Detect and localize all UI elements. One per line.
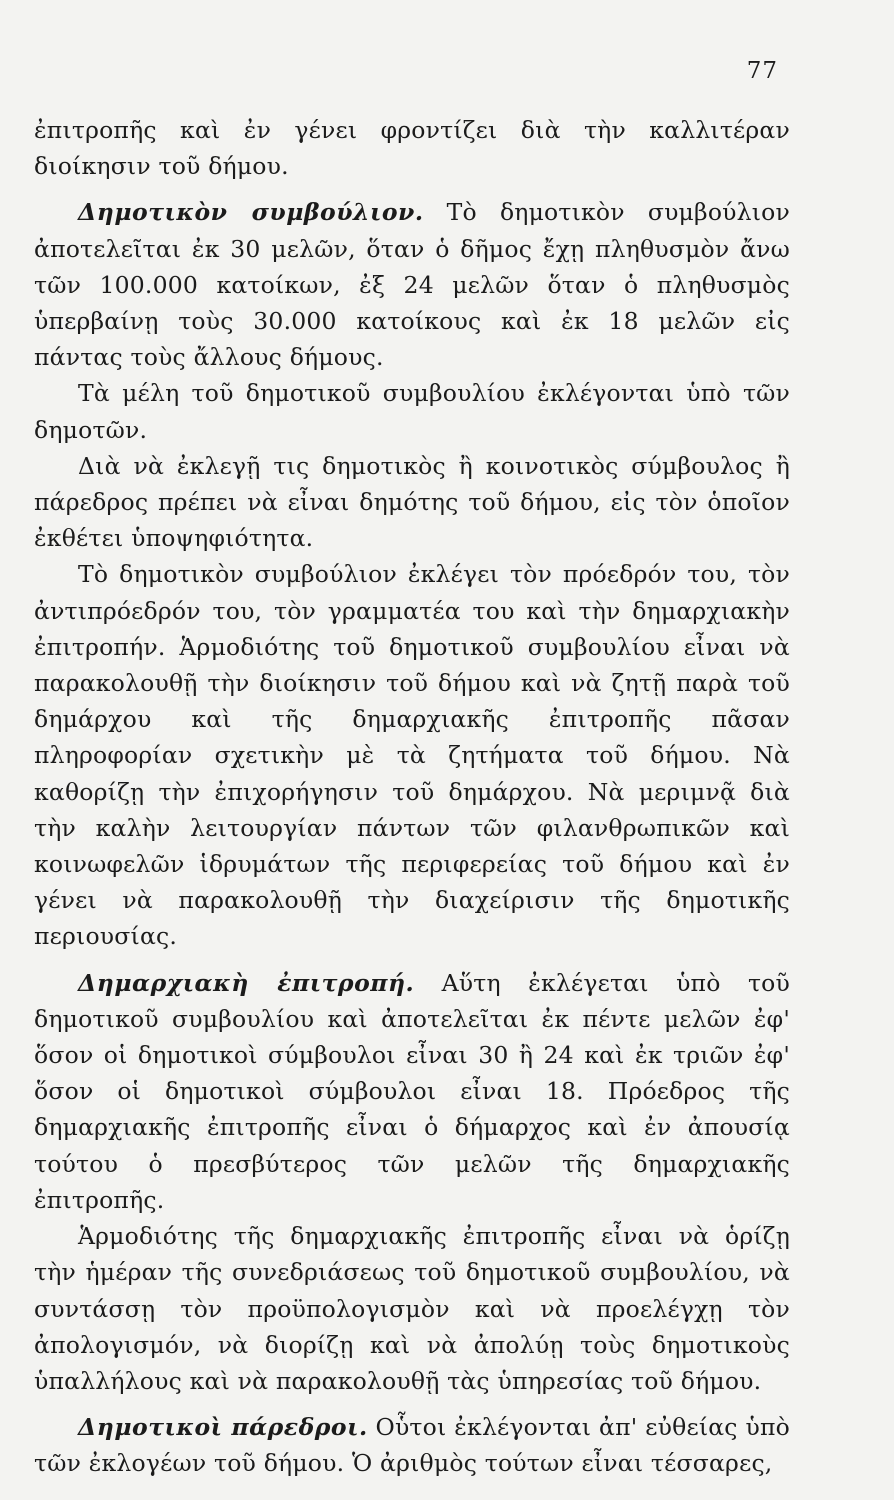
paragraph-text: Διὰ νὰ ἐκλεγῇ τις δημοτικὸς ἢ κοινοτικὸς σύμβουλος ἢ πάρεδρος πρέπει νὰ εἶναι δημότης τοῦ δήμου, εἰς τὸν ὁποῖον ἐκθέτει ὑποψηφιότητα. — [34, 451, 790, 553]
paragraph-eligibility — [34, 448, 790, 557]
paragraph-text: Οὗτοι ἐκλέγονται ἀπ' εὐθείας ὑπὸ τῶν ἐκλογέων τοῦ δήμου. Ὁ ἀριθμὸς τούτων εἶναι τέσσαρες, — [34, 1413, 790, 1478]
page-body — [34, 112, 790, 1482]
paragraph-text: ἐπιτροπῆς καὶ ἐν γένει φροντίζει διὰ τὴν καλλιτέραν διοίκησιν τοῦ δήμου. — [34, 116, 790, 181]
paragraph-text: Τὰ μέλη τοῦ δημοτικοῦ συμβουλίου ἐκλέγονται ὑπὸ τῶν δημοτῶν. — [34, 379, 790, 444]
section-heading-municipal-assessors: Δημοτικοὶ πάρεδροι. — [78, 1413, 368, 1442]
section-heading-mayoral-committee: Δημαρχιακὴ ἐπιτροπή. — [78, 968, 415, 997]
paragraph-municipal-council — [34, 194, 790, 375]
paragraph-text: Αὕτη ἐκλέγεται ὑπὸ τοῦ δημοτικοῦ συμβουλίου καὶ ἀποτελεῖται ἐκ πέντε μελῶν ἐφ' ὅσον οἱ δημοτικοὶ σύμβουλοι εἶναι 30 ἢ 24 καὶ ἐκ τριῶν ἐφ' ὅσον οἱ δημοτικοὶ σύμβουλοι εἶναι 18. Πρόεδρος τῆς δημαρχιακῆς ἐπιτροπῆς εἶναι ὁ δήμαρχος καὶ ἐν ἀπουσίᾳ τούτου ὁ πρεσβύτερος τῶν μελῶν τῆς δημαρχιακῆς ἐπιτροπῆς. — [34, 968, 791, 1214]
paragraph-text: Τὸ δημοτικὸν συμβούλιον ἀποτελεῖται ἐκ 30 μελῶν, ὅταν ὁ δῆμος ἔχῃ πληθυσμὸν ἄνω τῶν 100.000 κατοίκων, ἐξ 24 μελῶν ὅταν ὁ πληθυσμὸς ὑπερβαίνῃ τοὺς 30.000 κατοίκους καὶ ἐκ 18 μελῶν εἰς πάντας τοὺς ἄλλους δήμους. — [34, 198, 790, 372]
paragraph-text: Τὸ δημοτικὸν συμβούλιον ἐκλέγει τὸν πρόεδρόν του, τὸν ἀντιπρόεδρόν του, τὸν γραμματέα του καὶ τὴν δημαρχιακὴν ἐπιτροπήν. Ἁρμοδιότης τοῦ δημοτικοῦ συμβουλίου εἶναι νὰ παρακολουθῇ τὴν διοίκησιν τοῦ δήμου καὶ νὰ ζητῇ παρὰ τοῦ δημάρχου καὶ τῆς δημαρχιακῆς ἐπιτροπῆς πᾶσαν πληροφορίαν σχετικὴν μὲ τὰ ζητήματα τοῦ δήμου. Νὰ καθορίζῃ τὴν ἐπιχορήγησιν τοῦ δημάρχου. Νὰ μεριμνᾷ διὰ τὴν καλὴν λειτουργίαν πάντων τῶν φιλανθρωπικῶν καὶ κοινωφελῶν ἱδρυμάτων τῆς περιφερείας τοῦ δήμου καὶ ἐν γένει νὰ παρακολουθῇ τὴν διαχείρισιν τῆς δημοτικῆς περιουσίας. — [34, 560, 790, 951]
paragraph-mayoral-committee — [34, 965, 790, 1218]
paragraph-municipal-assessors — [34, 1409, 790, 1481]
section-heading-municipal-council: Δημοτικὸν συμβούλιον. — [78, 198, 424, 227]
paragraph-text: Ἁρμοδιότης τῆς δημαρχιακῆς ἐπιτροπῆς εἶναι νὰ ὁρίζῃ τὴν ἡμέραν τῆς συνεδριάσεως τοῦ δημοτικοῦ συμβουλίου, νὰ συντάσσῃ τὸν προϋπολογισμὸν καὶ νὰ προελέγχῃ τὸν ἀπολογισμόν, νὰ διορίζῃ καὶ νὰ ἀπολύῃ τοὺς δημοτικοὺς ὑπαλλήλους καὶ νὰ παρακολουθῇ τὰς ὑπηρεσίας τοῦ δήμου. — [34, 1222, 790, 1395]
paragraph-continuation — [34, 112, 790, 184]
paragraph-council-duties — [34, 556, 790, 954]
paragraph-committee-duties — [34, 1218, 790, 1399]
paragraph-council-election — [34, 375, 790, 447]
page-number: 77 — [746, 58, 778, 84]
